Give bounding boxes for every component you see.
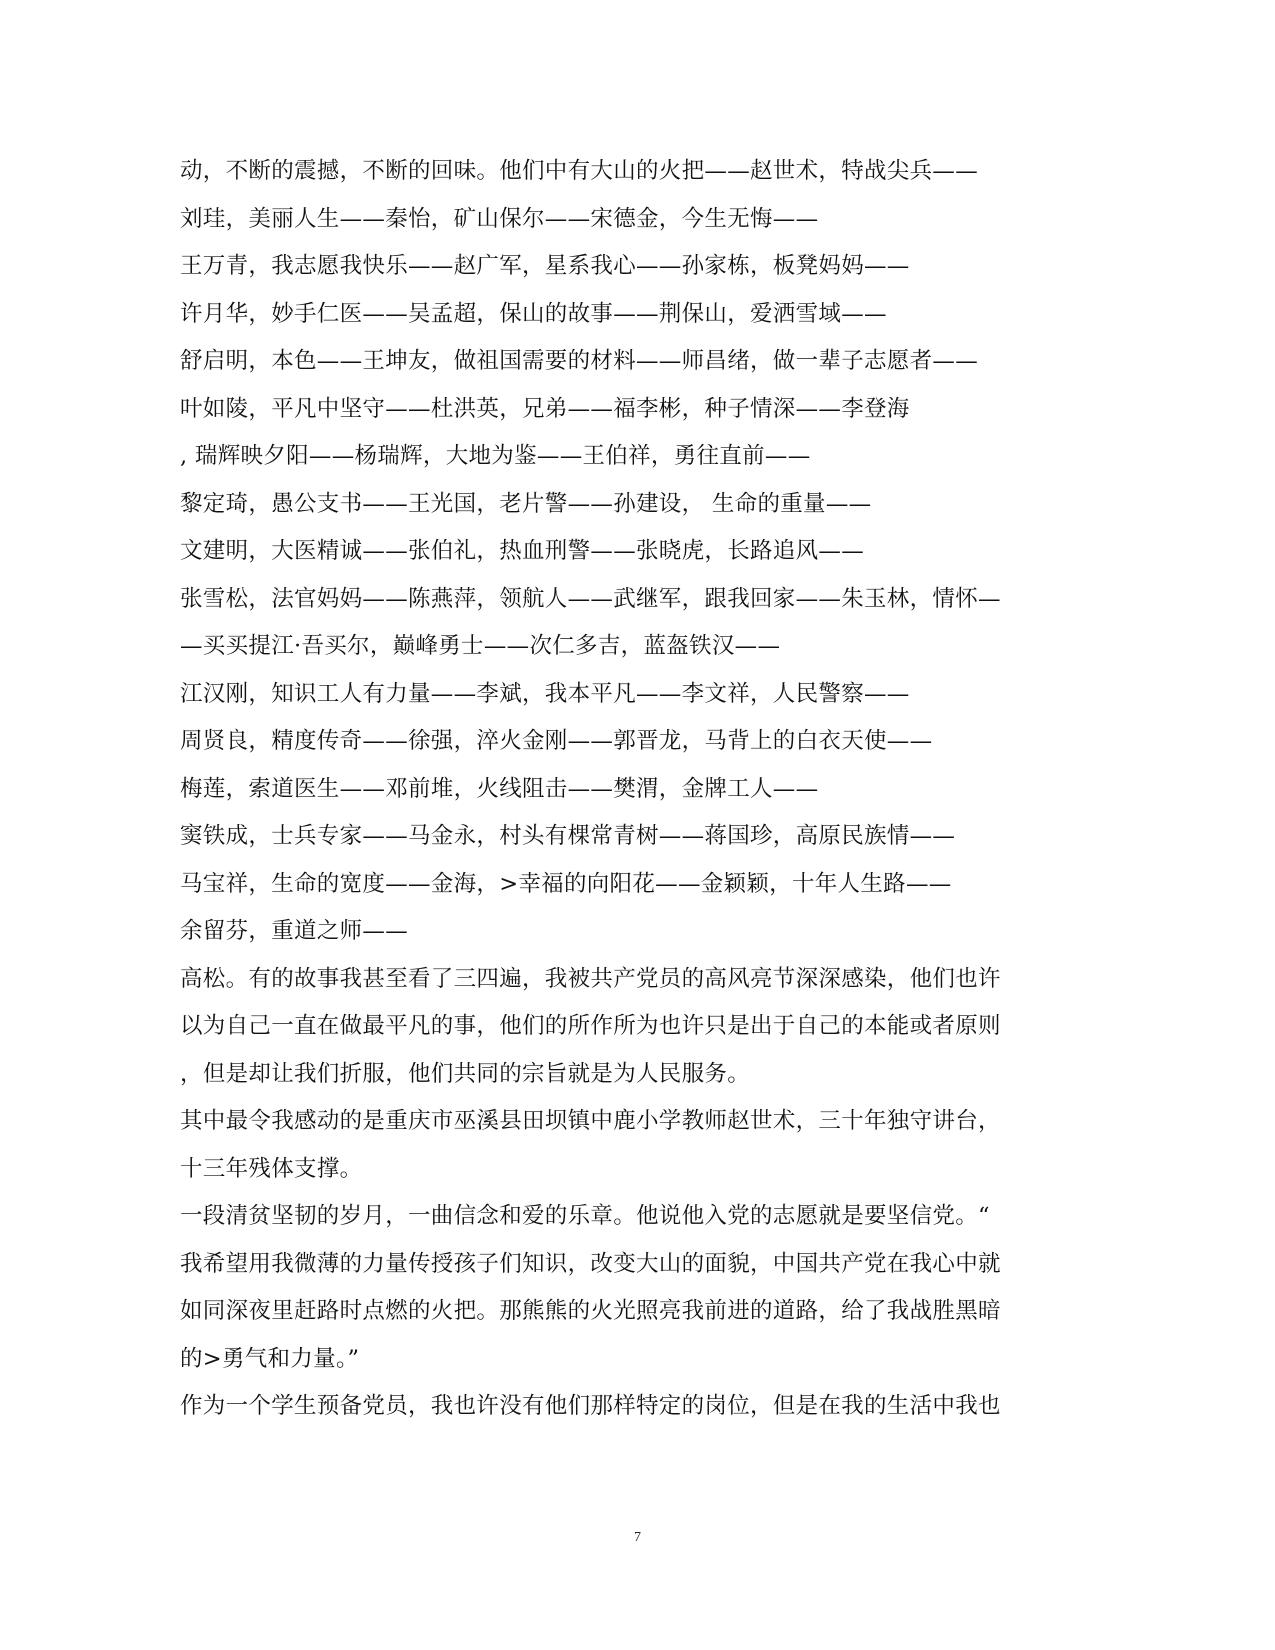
text-line: 文建明，大医精诚——张伯礼，热血刑警——张晓虎，长路追风—— <box>180 538 865 564</box>
text-line: 十三年残体支撑。 <box>180 1155 363 1182</box>
text-line: 周贤良，精度传奇——徐强，淬火金刚——郭晋龙，马背上的白衣天使—— <box>180 728 933 754</box>
text-line: 黎定琦，愚公支书——王光国，老片警——孙建设， 生命的重量—— <box>180 490 872 517</box>
text-line: 梅莲，索道医生——邓前堆，火线阻击——樊渭，金牌工人—— <box>180 775 819 802</box>
text-line: 王万青，我志愿我快乐——赵广军，星系我心——孙家栋，板凳妈妈—— <box>180 253 910 279</box>
text-line: 一段清贫坚韧的岁月，一曲信念和爱的乐章。他说他入党的志愿就是要坚信党。“ <box>180 1203 990 1229</box>
text-line: 窦铁成，士兵专家——马金永，村头有棵常青树——蒋国珍，高原民族情—— <box>180 823 956 849</box>
text-line: —买买提江·吾买尔，巅峰勇士——次仁多吉，蓝盔铁汉—— <box>180 633 781 659</box>
text-line: , 瑞辉映夕阳——杨瑞辉，大地为鉴——王伯祥，勇往直前—— <box>180 443 811 469</box>
text-line: 叶如陵，平凡中坚守——杜洪英，兄弟——福李彬，种子情深——李登海 <box>180 395 910 422</box>
text-line: 我希望用我微薄的力量传授孩子们知识，改变大山的面貌，中国共产党在我心中就 <box>180 1250 1001 1277</box>
document-body <box>180 148 1080 1431</box>
text-line: 舒启明，本色——王坤友，做祖国需要的材料——师昌绪，做一辈子志愿者—— <box>180 348 979 374</box>
text-line: 余留芬，重道之师—— <box>180 918 409 944</box>
text-line: 高松。有的故事我甚至看了三四遍，我被共产党员的高风亮节深深感染，他们也许 <box>180 965 1001 992</box>
text-line: 马宝祥，生命的宽度——金海，>幸福的向阳花——金颖颖，十年人生路—— <box>180 870 952 897</box>
text-line: 作为一个学生预备党员，我也许没有他们那样特定的岗位，但是在我的生活中我也 <box>180 1393 1001 1419</box>
text-line: 张雪松，法官妈妈——陈燕萍，领航人——武继军，跟我回家——朱玉林，情怀— <box>180 585 1001 612</box>
page-number: 7 <box>634 1530 641 1545</box>
text-line: 江汉刚，知识工人有力量——李斌，我本平凡——李文祥，人民警察—— <box>180 680 910 707</box>
text-line: 其中最令我感动的是重庆市巫溪县田坝镇中鹿小学教师赵世术，三十年独守讲台， <box>180 1108 1001 1134</box>
text-line: 许月华，妙手仁医——吴孟超，保山的故事——荆保山，爱洒雪域—— <box>180 300 887 327</box>
text-line: 动，不断的震撼，不断的回味。他们中有大山的火把——赵世术，特战尖兵—— <box>180 158 979 184</box>
text-line: ，但是却让我们折服，他们共同的宗旨就是为人民服务。 <box>180 1060 751 1087</box>
text-line: 刘珪，美丽人生——秦怡，矿山保尔——宋德金，今生无悔—— <box>180 205 819 232</box>
text-line: 的>勇气和力量。” <box>180 1345 360 1372</box>
text-line: 如同深夜里赶路时点燃的火把。那熊熊的火光照亮我前进的道路，给了我战胜黑暗 <box>180 1298 1001 1324</box>
text-line: 以为自己一直在做最平凡的事，他们的所作所为也许只是出于自己的本能或者原则 <box>180 1013 1001 1039</box>
